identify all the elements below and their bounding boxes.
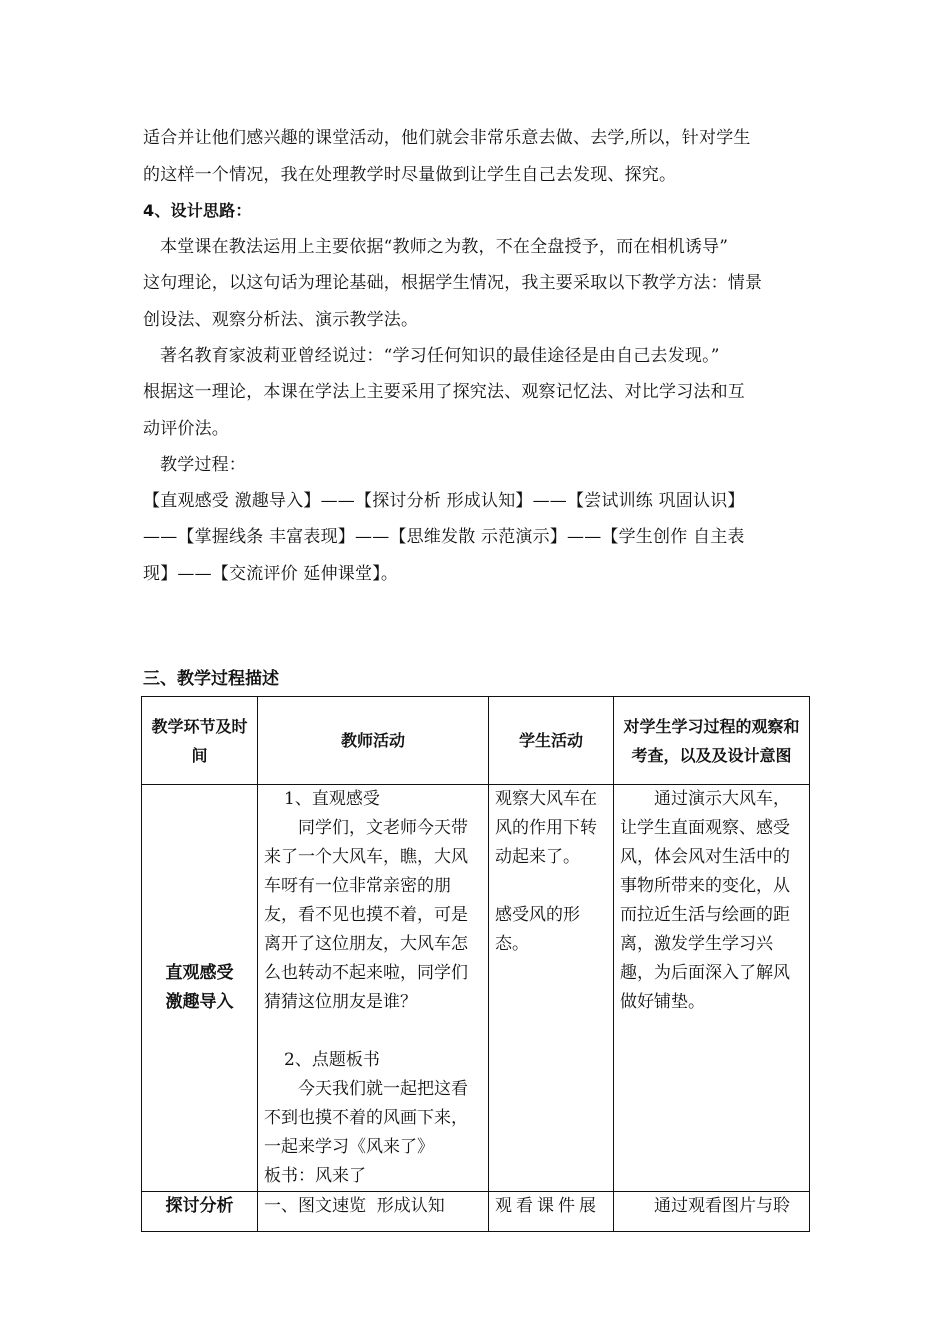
header-student: 学生活动 [489,697,614,785]
student-activity-cell: 观看课件展 [489,1192,614,1232]
design-intent-cell: 通过演示大风车，让学生直面观察、感受风，体会风对生活中的事物所带来的变化，从而拉近生活与绘画的距离，激发学生学习兴趣，为后面深入了解风做好铺垫。 [614,785,810,1192]
paragraph-line: 【直观感受 激趣导入】——【探讨分析 形成认知】——【尝试训练 巩固认识】 [143,491,745,511]
table-row [142,785,810,1192]
teacher-step-body: 今天我们就一起把这看不到也摸不着的风画下来，一起来学习《风来了》 [264,1079,468,1157]
paragraph-line: 根据这一理论，本课在学法上主要采用了探究法、观察记忆法、对比学习法和互 [143,382,745,402]
paragraph-line: 的这样一个情况，我在处理教学时尽量做到让学生自己去发现、探究。 [143,165,677,185]
header-teacher: 教师活动 [258,697,489,785]
paragraph-line: 本堂课在教法运用上主要依据“教师之为教，不在全盘授予，而在相机诱导” [160,237,729,257]
paragraph-line: ——【掌握线条 丰富表现】——【思维发散 示范演示】——【学生创作 自主表 [143,527,745,547]
table-header-row [142,697,810,785]
table-row [142,1192,810,1232]
header-intent: 对学生学习过程的观察和考查，以及及设计意图 [614,697,810,785]
board-writing: 板书：风来了 [264,1166,366,1186]
paragraph-line: 这句理论，以这句话为理论基础，根据学生情况，我主要采取以下教学方法：情景 [143,273,763,293]
paragraph-line: 教学过程： [160,455,246,475]
design-intent-cell: 通过观看图片与聆 [614,1192,810,1232]
header-stage: 教学环节及时间 [142,697,258,785]
paragraph-line: 著名教育家波莉亚曾经说过：“学习任何知识的最佳途径是由自己去发现。” [160,346,720,366]
teaching-process-table [141,696,810,1232]
teacher-step-title: 1、直观感受 [284,789,380,809]
paragraph-line: 现】——【交流评价 延伸课堂】。 [143,564,399,584]
section-heading-design: 4、设计思路： [143,201,252,220]
stage-cell: 直观感受激趣导入 [142,785,258,1192]
student-activity-cell: 观察大风车在风的作用下转动起来了。 感受风的形态。 [489,785,614,1192]
stage-cell: 探讨分析 [142,1192,258,1232]
teacher-activity-cell: 一、图文速览 形成认知 [258,1192,489,1232]
teacher-step-body: 同学们，文老师今天带来了一个大风车，瞧，大风车呀有一位非常亲密的朋友，看不见也摸不着，可是离开了这位朋友，大风车怎么也转动不起来啦，同学们猜猜这位朋友是谁？ [264,818,468,1012]
paragraph-line: 动评价法。 [143,419,229,439]
teacher-activity-cell [258,785,489,1192]
paragraph-line: 适合并让他们感兴趣的课堂活动，他们就会非常乐意去做、去学,所以，针对学生 [143,128,751,148]
paragraph-line: 创设法、观察分析法、演示教学法。 [143,310,419,330]
section-title: 三、教学过程描述 [143,669,279,689]
teacher-step-title: 2、点题板书 [284,1050,380,1070]
